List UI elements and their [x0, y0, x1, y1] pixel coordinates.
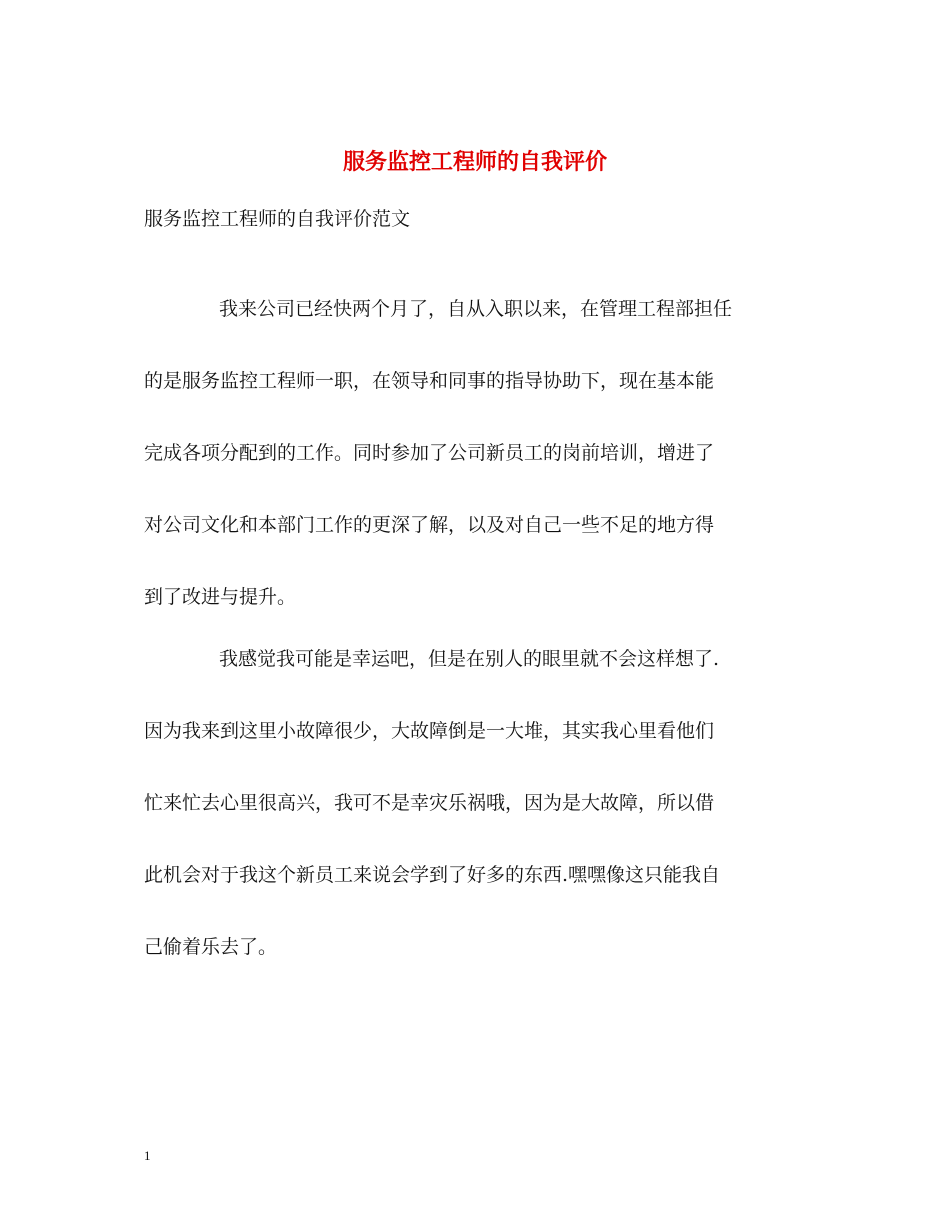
page-title: 服务监控工程师的自我评价 [342, 149, 607, 175]
paragraph-line: 对公司文化和本部门工作的更深了解，以及对自己一些不足的地方得 [144, 514, 715, 536]
paragraph-line: 的是服务监控工程师一职，在领导和同事的指导协助下，现在基本能 [144, 370, 715, 392]
paragraph-line: 忙来忙去心里很高兴，我可不是幸灾乐祸哦，因为是大故障，所以借 [144, 792, 715, 814]
paragraph-line: 因为我来到这里小故障很少，大故障倒是一大堆，其实我心里看他们 [144, 720, 715, 742]
page-number: 1 [144, 1148, 151, 1163]
paragraph-line: 我感觉我可能是幸运吧，但是在别人的眼里就不会这样想了. [219, 648, 720, 670]
paragraph-line: 我来公司已经快两个月了，自从入职以来，在管理工程部担任 [219, 298, 733, 320]
paragraph-line: 己偷着乐去了。 [144, 936, 278, 958]
paragraph-line: 到了改进与提升。 [144, 586, 297, 608]
document-subtitle: 服务监控工程师的自我评价范文 [144, 208, 411, 230]
paragraph-line: 此机会对于我这个新员工来说会学到了好多的东西.嘿嘿像这只能我自 [144, 864, 721, 886]
paragraph-line: 完成各项分配到的工作。同时参加了公司新员工的岗前培训，增进了 [144, 442, 715, 464]
